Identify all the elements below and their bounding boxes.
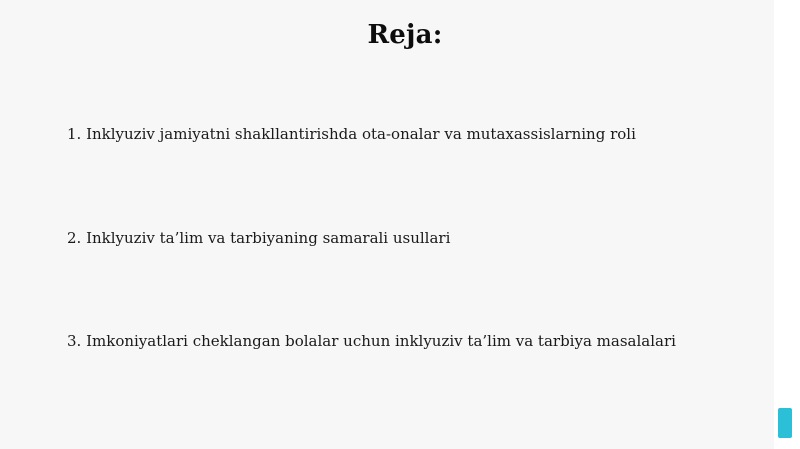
- plan-item-2: 2. Inklyuziv ta’lim va tarbiyaning samarali usullari: [67, 229, 451, 247]
- slide-title: Reja:: [367, 20, 443, 50]
- scroll-thumb[interactable]: [778, 408, 792, 438]
- plan-item-1: 1. Inklyuziv jamiyatni shakllantirishda ota-onalar va mutaxassislarning roli: [67, 125, 636, 143]
- plan-item-3: 3. Imkoniyatlari cheklangan bolalar uchun inklyuziv ta’lim va tarbiya masalalari: [67, 332, 676, 350]
- scrollbar-track[interactable]: [774, 0, 800, 449]
